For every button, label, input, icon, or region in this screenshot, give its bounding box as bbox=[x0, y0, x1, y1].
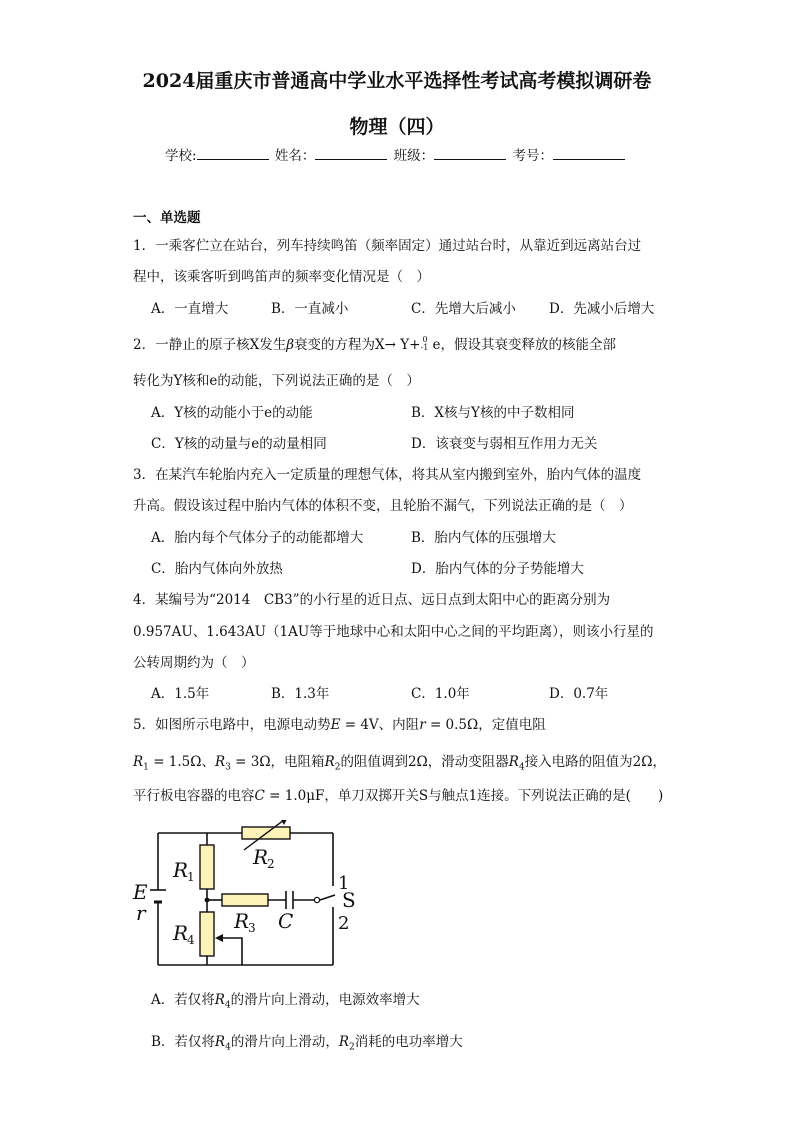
school-blank[interactable] bbox=[197, 147, 269, 160]
class-label: 班级： bbox=[393, 148, 435, 164]
q1-option-a[interactable]: A．一直增大 bbox=[151, 301, 229, 317]
label-S: S bbox=[342, 888, 356, 912]
svg-text:1: 1 bbox=[187, 870, 195, 884]
page-title: 2024届重庆市普通高中学业水平选择性考试高考模拟调研卷 bbox=[142, 70, 652, 92]
q2-option-c[interactable]: C．Y核的动量与e的动量相同 bbox=[151, 436, 327, 452]
q3-line1: 3．在某汽车轮胎内充入一定质量的理想气体，将其从室内搬到室外，胎内气体的温度 bbox=[133, 467, 642, 483]
label-R4: R bbox=[173, 921, 189, 945]
switch-pivot bbox=[314, 897, 319, 902]
q4-option-b[interactable]: B．1.3年 bbox=[271, 686, 330, 702]
number-blank[interactable] bbox=[553, 147, 625, 160]
q2-option-b[interactable]: B．X核与Y核的中子数相同 bbox=[411, 405, 575, 421]
q1-line1: 1．一乘客伫立在站台，列车持续鸣笛（频率固定）通过站台时，从靠近到远离站台过 bbox=[133, 238, 642, 254]
q5-line3: 平行板电容器的电容C = 1.0μF，单刀双掷开关S与触点1连接。下列说法正确的是( ) bbox=[133, 788, 664, 804]
q1-option-d[interactable]: D．先减小后增大 bbox=[549, 301, 655, 317]
q3-option-a[interactable]: A．胎内每个气体分子的动能都增大 bbox=[151, 530, 364, 546]
q4-line1: 4．某编号为“2014 CB3”的小行星的近日点、远日点到太阳中心的距离分别为 bbox=[133, 592, 611, 608]
q3-line2: 升高。假设该过程中胎内气体的体积不变，且轮胎不漏气，下列说法正确的是（ ） bbox=[133, 498, 633, 514]
q4-line2: 0.957AU、1.643AU（1AU等于地球中心和太阳中心之间的平均距离），则该小行星的 bbox=[133, 624, 654, 640]
q2-line1: 2．一静止的原子核X发生β衰变的方程为X→ Y+ 0 -1 e，假设其衰变释放的核能全部 bbox=[133, 335, 616, 353]
q5-line1: 5．如图所示电路中，电源电动势E = 4V、内阻r = 0.5Ω，定值电阻 bbox=[133, 717, 546, 733]
q4-option-a[interactable]: A．1.5年 bbox=[151, 686, 210, 702]
school-label: 学校: bbox=[165, 148, 197, 164]
q3-option-c[interactable]: C．胎内气体向外放热 bbox=[151, 561, 283, 577]
q5-option-a[interactable]: A．若仅将$R_4$的滑片向上滑动，电源效率增大 bbox=[151, 992, 420, 1011]
class-blank[interactable] bbox=[434, 147, 506, 160]
q3-option-b[interactable]: B．胎内气体的压强增大 bbox=[411, 530, 556, 546]
q3-option-d[interactable]: D．胎内气体的分子势能增大 bbox=[411, 561, 584, 577]
rheostat-r4 bbox=[200, 912, 214, 956]
svg-text:2: 2 bbox=[267, 857, 275, 871]
name-blank[interactable] bbox=[315, 147, 387, 160]
q1-option-c[interactable]: C．先增大后减小 bbox=[411, 301, 516, 317]
label-R3: R bbox=[234, 909, 250, 933]
q5-line2: $R_1 = 1.5\Omega$、$R_3 = 3\Omega$，电阻箱$R_2$的阻值调到2Ω，滑动变阻器$R_4$接入电路的阻值为2Ω， bbox=[133, 754, 666, 773]
q4-line3: 公转周期约为（ ） bbox=[133, 655, 255, 671]
label-R1: R bbox=[173, 858, 189, 882]
section-heading: 一、单选题 bbox=[133, 210, 201, 226]
junction-dot bbox=[205, 898, 210, 903]
switch-blade bbox=[320, 895, 335, 900]
resistor-r3 bbox=[222, 894, 268, 906]
electron-notation: 0 -1 bbox=[420, 335, 429, 352]
q1-line2: 程中，该乘客听到鸣笛声的频率变化情况是（ ） bbox=[133, 269, 430, 285]
student-info bbox=[165, 144, 627, 164]
svg-text:4: 4 bbox=[187, 933, 195, 947]
r4-slider-arrowhead bbox=[215, 934, 223, 942]
q1-option-b[interactable]: B．一直减小 bbox=[271, 301, 349, 317]
q2-option-d[interactable]: D．该衰变与弱相互作用力无关 bbox=[411, 436, 598, 452]
circuit-diagram bbox=[130, 820, 370, 972]
label-E: E bbox=[133, 880, 148, 904]
page-subtitle: 物理（四） bbox=[349, 116, 445, 138]
resistor-r1 bbox=[200, 845, 214, 889]
name-label: 姓名： bbox=[274, 148, 316, 164]
label-R2: R bbox=[253, 845, 269, 869]
label-contact-2: 2 bbox=[338, 913, 350, 934]
q4-option-c[interactable]: C．1.0年 bbox=[411, 686, 470, 702]
q2-option-a[interactable]: A．Y核的动能小于e的动能 bbox=[151, 405, 313, 421]
label-contact-1: 1 bbox=[338, 873, 350, 894]
label-r: r bbox=[136, 901, 146, 925]
svg-text:3: 3 bbox=[248, 921, 256, 935]
q2-line2: 转化为Y核和e的动能，下列说法正确的是（ ） bbox=[133, 373, 420, 389]
q4-option-d[interactable]: D．0.7年 bbox=[549, 686, 609, 702]
q5-option-b[interactable]: B．若仅将$R_4$的滑片向上滑动，$R_2$消耗的电功率增大 bbox=[151, 1034, 463, 1053]
number-label: 考号： bbox=[512, 148, 553, 164]
label-C: C bbox=[278, 909, 294, 933]
